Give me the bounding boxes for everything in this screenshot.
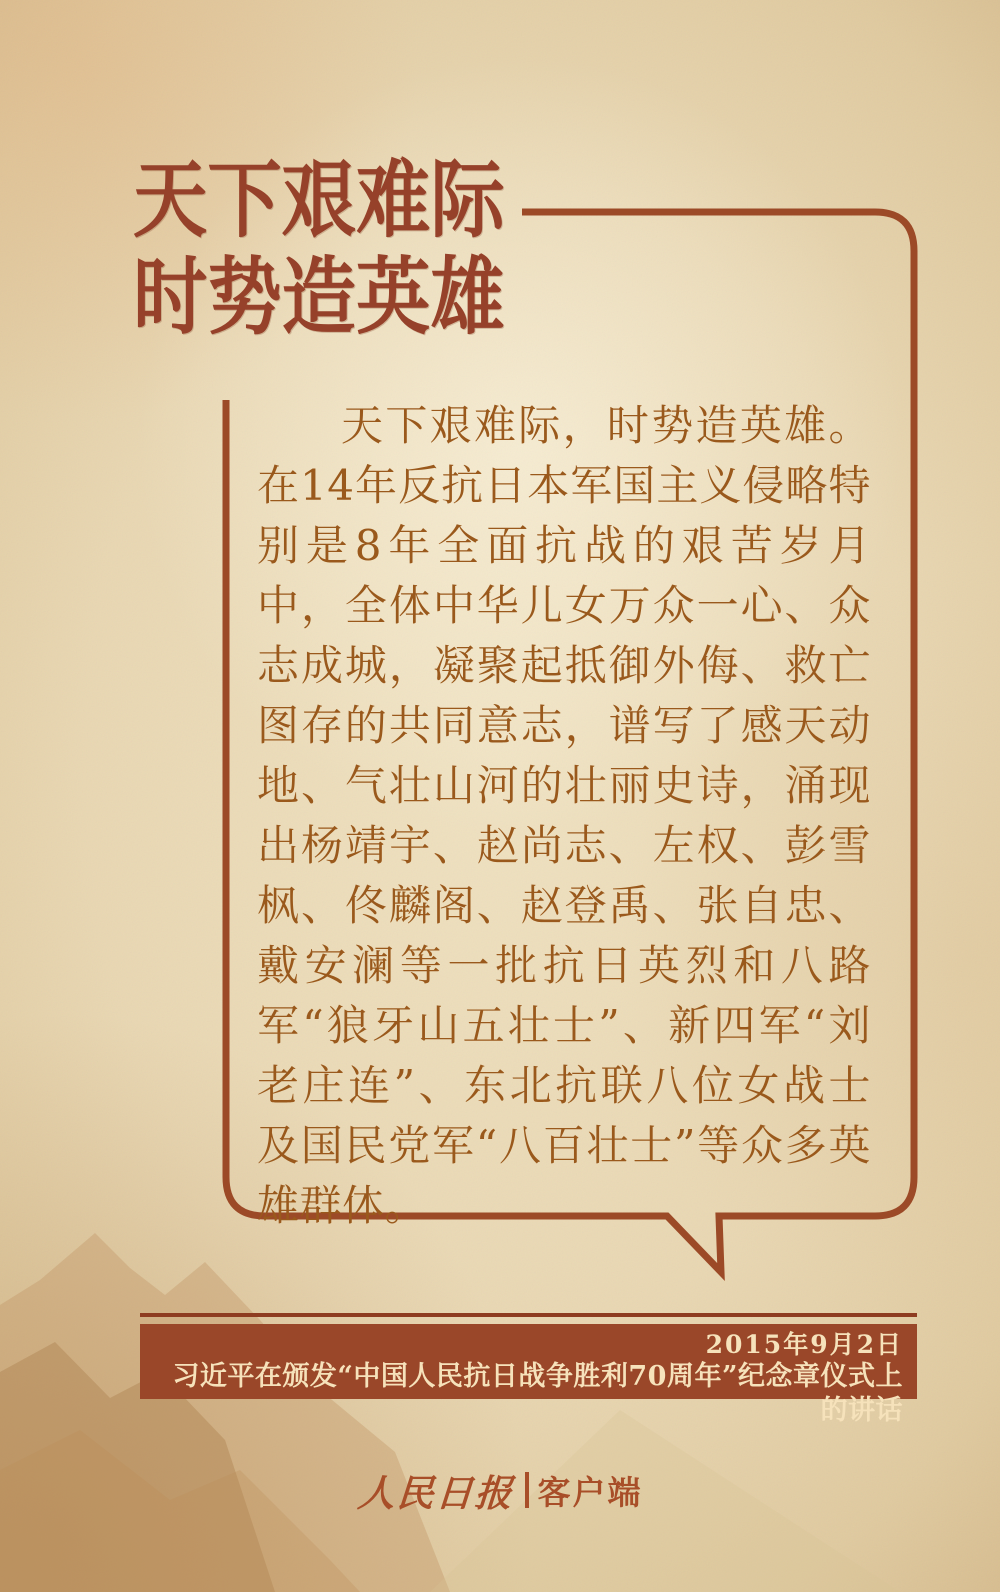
footer-divider-line bbox=[140, 1313, 917, 1317]
poster-title-line2: 时势造英雄 bbox=[133, 250, 505, 344]
peoples-daily-client-logo bbox=[0, 1466, 1000, 1514]
speech-date: 2015年9月2日 bbox=[705, 1330, 903, 1359]
poster-title bbox=[133, 152, 505, 346]
quote-text: 天下艰难际，时势造英雄。在14年反抗日本军国主义侵略特别是8年全面抗战的艰苦岁月中，全体中华儿女万众一心、众志成城，凝聚起抵御外侮、救亡图存的共同意志，谱写了感天动地、气壮山河的壮丽史诗，涌现出杨靖宇、赵尚志、左权、彭雪枫、佟麟阁、赵登禹、张自忠、戴安澜等一批抗日英烈和八路军“狼牙山五壮士”、新四军“刘老庄连”、东北抗联八位女战士及国民党军“八百壮士”等众多英雄群体。 bbox=[257, 401, 871, 1230]
speech-source: 习近平在颁发“中国人民抗日战争胜利70周年”纪念章仪式上的讲话 bbox=[172, 1361, 903, 1426]
poster-title-line1: 天下艰难际 bbox=[133, 153, 505, 247]
logo-client-label: 客户端 bbox=[537, 1473, 643, 1511]
footer-attribution-bar bbox=[140, 1324, 917, 1426]
peoples-daily-masthead: 人民日报 bbox=[355, 1471, 515, 1515]
logo-divider-bar bbox=[525, 1472, 529, 1508]
